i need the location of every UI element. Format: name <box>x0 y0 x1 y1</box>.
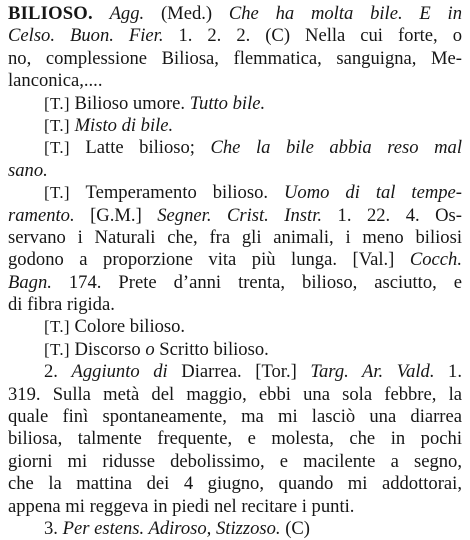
tommaseo-tag: [T.] <box>44 183 70 203</box>
italic-text: Tutto bile. <box>189 92 266 114</box>
text-line <box>8 361 462 383</box>
text-line <box>8 518 462 540</box>
text-line <box>8 48 462 70</box>
text-segment: 174. Prete d’anni trenta, bilioso, asciutto, e <box>51 271 462 293</box>
text-segment: godono a proporzione vita più lunga. [Val.] <box>8 249 410 271</box>
text-segment: giorni mi ridusse debolissimo, e macilente a segno, <box>8 450 462 472</box>
tommaseo-tag: [T.] <box>44 93 70 113</box>
text-segment: 1. 22. 4. Os- <box>322 204 462 226</box>
text-line <box>8 249 462 271</box>
italic-text: Che la bile abbia reso mal <box>210 137 462 159</box>
text-line <box>8 182 462 204</box>
tommaseo-tag: [T.] <box>44 138 70 158</box>
text-line <box>8 205 462 227</box>
italic-text: Agg. <box>109 3 145 24</box>
text-segment: 1. 2. 2. (C) Nella cui forte, o <box>163 25 462 47</box>
text-line <box>8 93 462 115</box>
text-line <box>8 451 462 473</box>
text-segment <box>93 3 110 24</box>
text-line <box>8 115 462 137</box>
text-line <box>8 496 462 518</box>
italic-text: Aggiunto di <box>71 361 168 383</box>
text-segment: 1. <box>434 361 462 383</box>
headword: BILIOSO. <box>8 3 93 24</box>
italic-text: ramento. <box>8 204 75 226</box>
text-segment: 2. <box>44 361 72 383</box>
italic-text: Uomo di tal tempe- <box>283 182 462 204</box>
text-segment: lanconica,.... <box>8 70 103 92</box>
text-segment: Colore bilioso. <box>69 316 186 338</box>
italic-text: Segner. Crist. Instr. <box>157 204 323 226</box>
text-line <box>8 316 462 338</box>
tommaseo-tag: [T.] <box>44 317 70 337</box>
italic-text: Cocch. <box>409 249 462 271</box>
italic-text: Per estens. Adiroso, Stizzoso. <box>62 517 281 539</box>
text-line <box>8 272 462 294</box>
text-segment: no, complessione Biliosa, flemmatica, sanguigna, Me- <box>8 47 462 69</box>
text-segment: appena mi reggeva in piedi nel recitare i punti. <box>8 495 355 517</box>
text-segment: di fibra rigida. <box>8 294 115 316</box>
text-line <box>8 25 462 47</box>
text-segment: Latte bilioso; <box>69 137 211 159</box>
italic-text: Celso. Buon. Fier. <box>8 25 164 47</box>
text-segment: (C) <box>280 517 310 539</box>
italic-text: o <box>145 338 155 360</box>
italic-text: Targ. Ar. Vald. <box>310 361 435 383</box>
text-segment: Bilioso umore. <box>69 92 190 114</box>
text-segment: (Med.) <box>144 3 229 24</box>
text-line <box>8 3 462 25</box>
text-line <box>8 339 462 361</box>
text-segment: [G.M.] <box>74 204 158 226</box>
text-segment: Temperamento bilioso. <box>69 182 284 204</box>
text-line <box>8 406 462 428</box>
text-segment: Diarrea. [Tor.] <box>167 361 311 383</box>
italic-text: Misto di bile. <box>74 114 174 136</box>
italic-text: Che ha molta bile. E in <box>228 3 462 24</box>
italic-text: Bagn. <box>8 271 52 293</box>
tommaseo-tag: [T.] <box>44 339 70 359</box>
text-segment: Discorso <box>69 338 146 360</box>
dictionary-entry-bilioso <box>8 3 462 540</box>
text-line <box>8 70 462 92</box>
text-line <box>8 428 462 450</box>
text-segment: che la mattina dei 4 giugno, quando mi addottorai, <box>8 473 462 495</box>
text-segment: servano i Naturali che, fra gli animali, i meno biliosi <box>8 226 462 248</box>
text-line <box>8 160 462 182</box>
text-line <box>8 384 462 406</box>
text-line <box>8 137 462 159</box>
text-line <box>8 473 462 495</box>
text-line <box>8 294 462 316</box>
text-segment: quale finì spontaneamente, ma mi lasciò una diarrea <box>8 406 462 428</box>
italic-text: sano. <box>8 159 48 181</box>
text-line <box>8 227 462 249</box>
text-segment: biliosa, talmente frequente, e molesta, che in pochi <box>8 428 462 450</box>
tommaseo-tag: [T.] <box>44 115 70 135</box>
text-segment: 3. <box>44 517 63 539</box>
text-segment: 319. Sulla metà del maggio, ebbi una sola febbre, la <box>8 383 462 405</box>
text-segment: Scritto bilioso. <box>154 338 269 360</box>
